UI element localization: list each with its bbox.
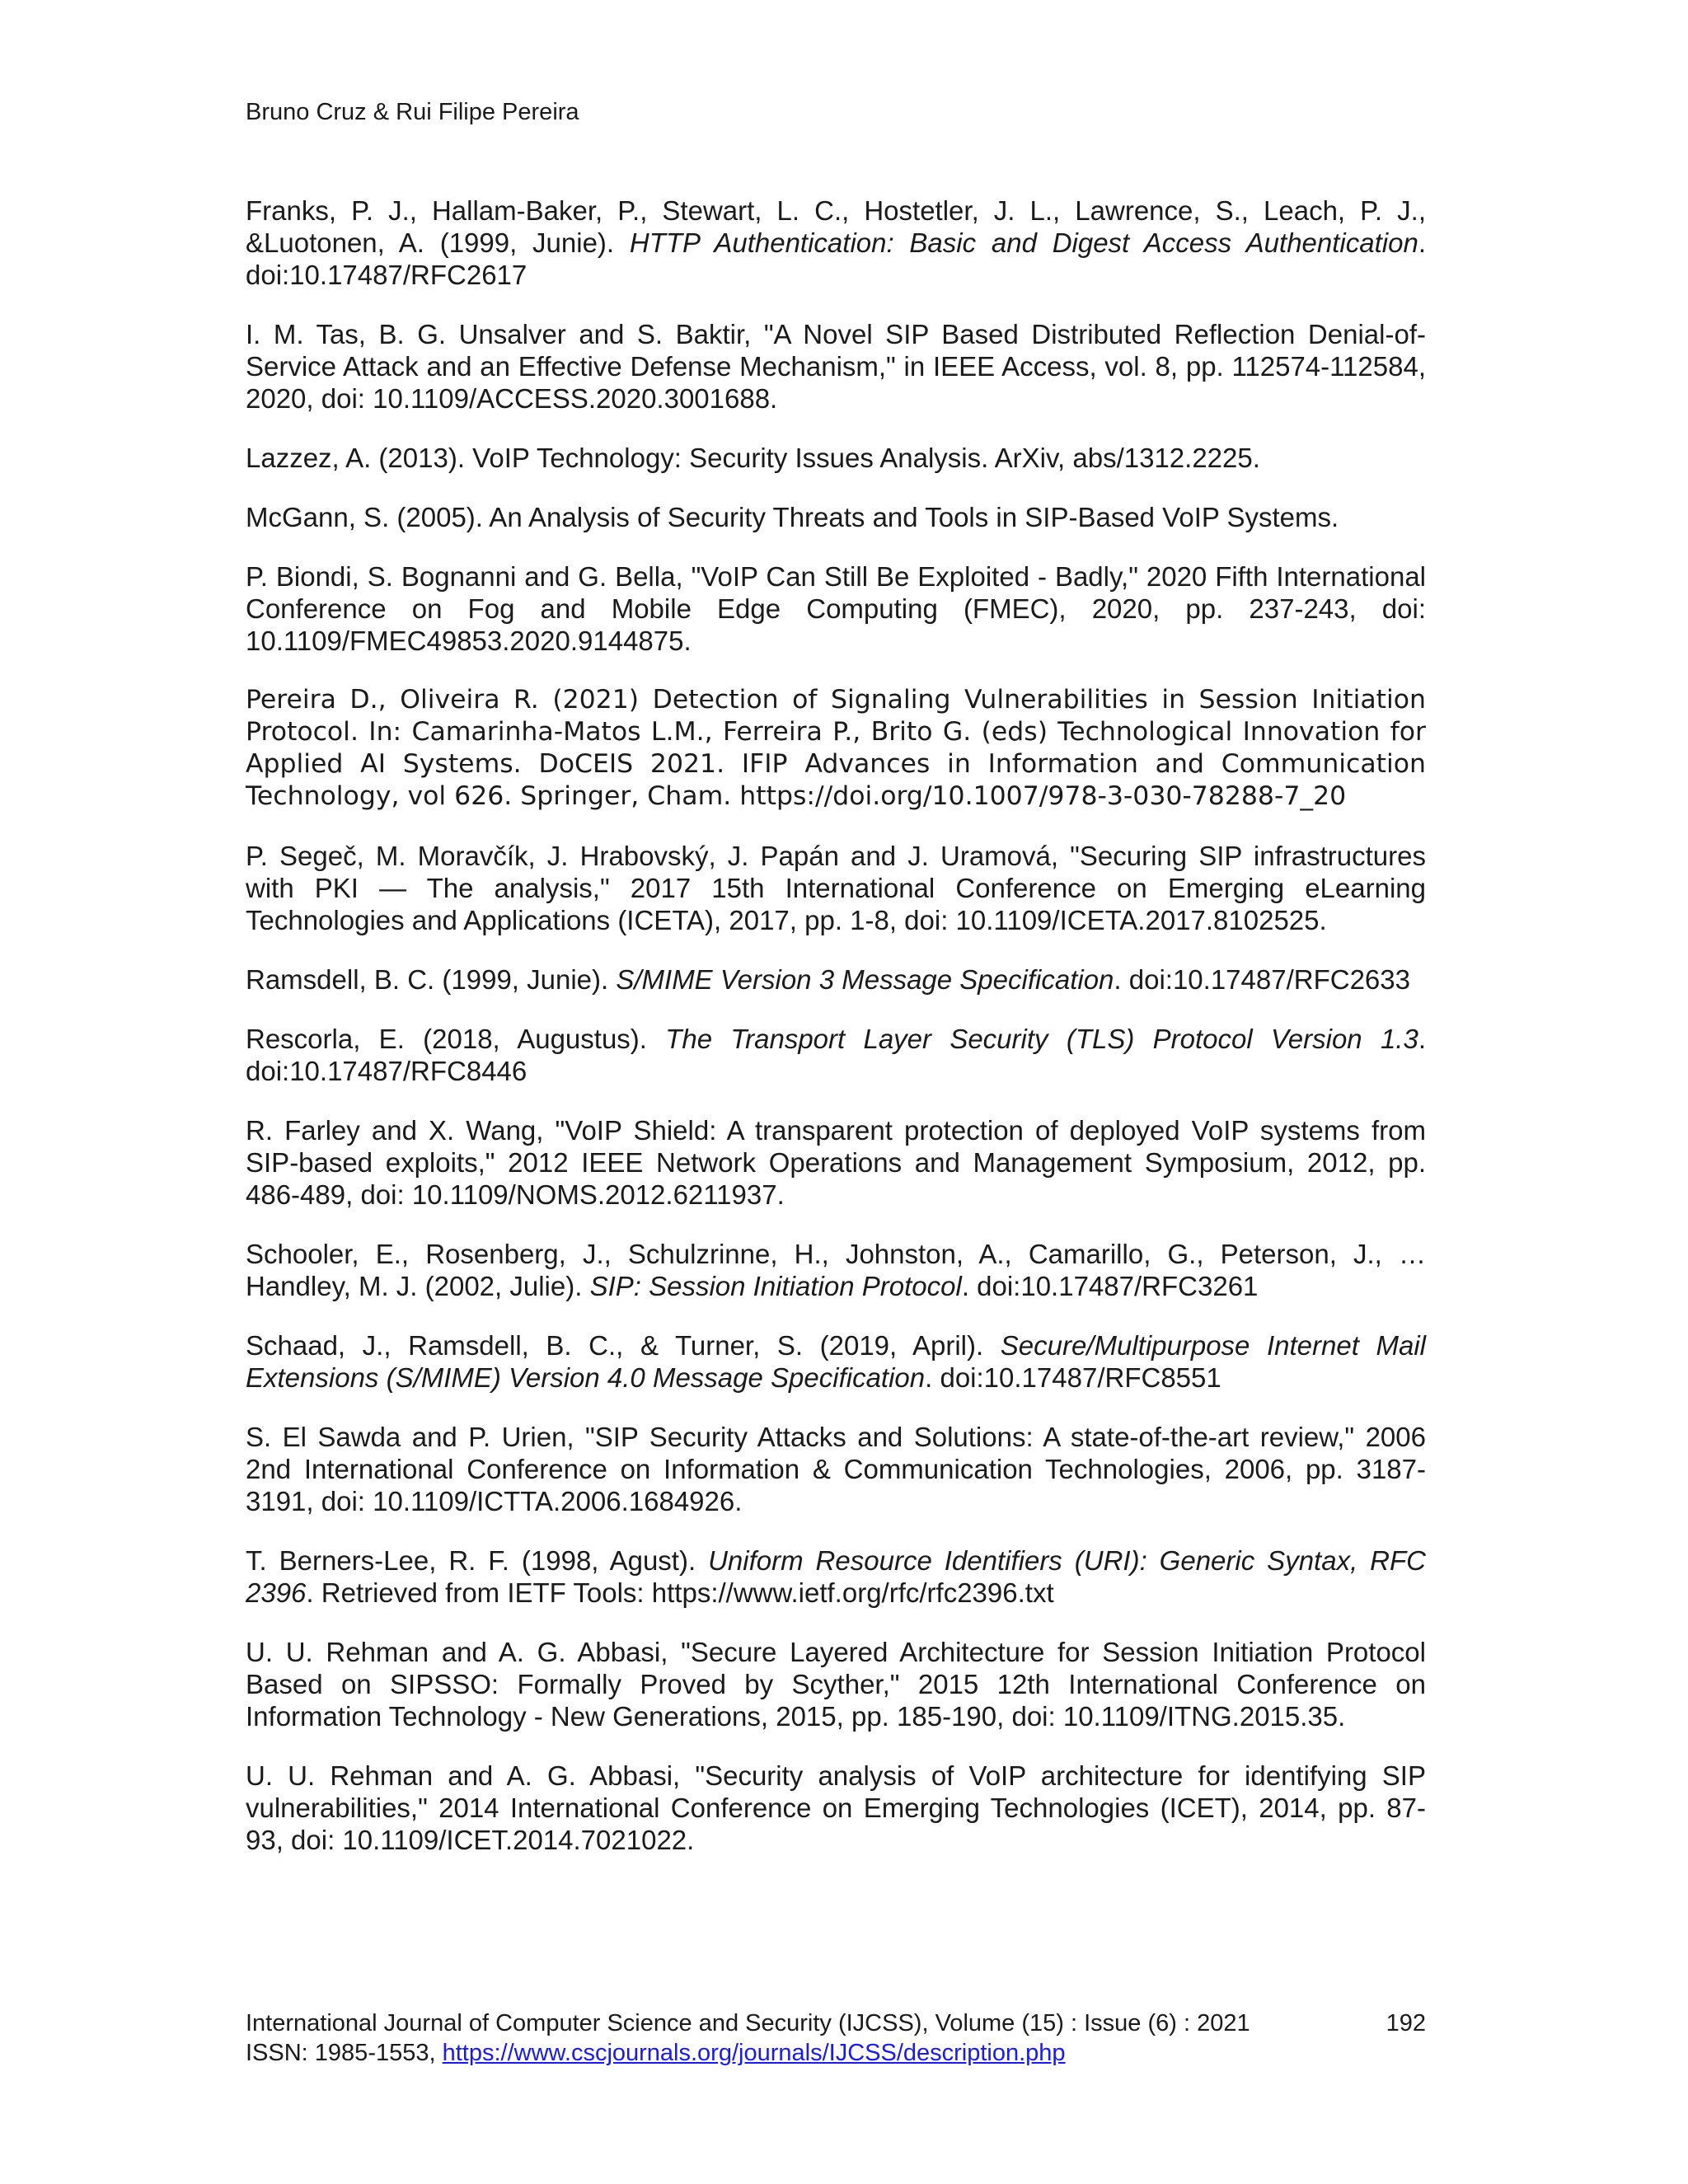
ref-title-italic: SIP: Session Initiation Protocol	[589, 1271, 962, 1301]
reference-item	[246, 1023, 1426, 1087]
ref-text: U. U. Rehman and A. G. Abbasi, "Secure Layered Architecture for Session Initiation Protocol Based on SIPSSO: Formally Proved by Scyther," 2015 12th International Conference on Information Technology - New Generations, 2015, pp. 185-190, doi: 10.1109/ITNG.2015.35.	[246, 1637, 1426, 1732]
ref-text-tail: . doi:10.17487/RFC3261	[961, 1271, 1259, 1301]
reference-item	[246, 1421, 1426, 1517]
reference-item	[246, 1636, 1426, 1732]
ref-title-italic: HTTP Authentication: Basic and Digest Access Authentication	[629, 227, 1418, 258]
page-footer	[246, 2008, 1426, 2068]
ref-text: S. El Sawda and P. Urien, "SIP Security Attacks and Solutions: A state-of-the-art review," 2006 2nd International Conference on Information & Communication Technologies, 2006, pp. 3187-3191, doi: 10.1109/ICTTA.2006.1684926.	[246, 1422, 1426, 1516]
ref-text: Ramsdell, B. C. (1999, Junie).	[246, 964, 617, 995]
ref-text-tail: . doi:10.17487/RFC8551	[925, 1362, 1221, 1393]
ref-text-tail: . doi:10.17487/RFC2617	[246, 227, 1426, 290]
ref-title-italic: The Transport Layer Security (TLS) Protocol Version 1.3	[665, 1024, 1418, 1054]
ref-text: P. Segeč, M. Moravčík, J. Hrabovský, J. Papán and J. Uramová, "Securing SIP infrastructures with PKI — The analysis," 2017 15th International Conference on Emerging eLearning Technologies and Applications (ICETA), 2017, pp. 1-8, doi: 10.1109/ICETA.2017.8102525.	[246, 841, 1426, 935]
ref-text: U. U. Rehman and A. G. Abbasi, "Security analysis of VoIP architecture for identifying SIP vulnerabilities," 2014 International Conference on Emerging Technologies (ICET), 2014, pp. 87-93, doi: 10.1109/ICET.2014.7021022.	[246, 1760, 1426, 1855]
reference-item	[246, 318, 1426, 415]
journal-citation: International Journal of Computer Science and Security (IJCSS), Volume (15) : Issue (6) : 2021	[246, 2010, 1250, 2036]
reference-item	[246, 1544, 1426, 1609]
reference-item	[246, 442, 1426, 474]
ref-text-tail: . doi:10.17487/RFC2633	[1114, 964, 1410, 995]
ref-text: Schaad, J., Ramsdell, B. C., & Turner, S. (2019, April).	[246, 1330, 1001, 1361]
ref-text: McGann, S. (2005). An Analysis of Security Threats and Tools in SIP-Based VoIP Systems.	[246, 502, 1339, 532]
ref-text: Lazzez, A. (2013). VoIP Technology: Security Issues Analysis. ArXiv, abs/1312.2225.	[246, 443, 1260, 473]
ref-text: T. Berners-Lee, R. F. (1998, Agust).	[246, 1545, 709, 1576]
footer-journal-row	[246, 2008, 1426, 2038]
ref-text: Franks, P. J., Hallam-Baker, P., Stewart, L. C., Hostetler, J. L., Lawrence, S., Leach, P. J., &Luotonen, A. (1999, Junie).	[246, 195, 1426, 258]
ref-text: R. Farley and X. Wang, "VoIP Shield: A transparent protection of deployed VoIP systems from SIP-based exploits," 2012 IEEE Network Operations and Management Symposium, 2012, pp. 486-489, doi: 10.1109/NOMS.2012.6211937.	[246, 1115, 1426, 1210]
ref-text: Rescorla, E. (2018, Augustus).	[246, 1024, 666, 1054]
ref-text: I. M. Tas, B. G. Unsalver and S. Baktir, "A Novel SIP Based Distributed Reflection Denial-of-Service Attack and an Effective Defense Mechanism," in IEEE Access, vol. 8, pp. 112574-112584, 2020, doi: 10.1109/ACCESS.2020.3001688.	[246, 319, 1426, 414]
ref-text: P. Biondi, S. Bognanni and G. Bella, "VoIP Can Still Be Exploited - Badly," 2020 Fifth International Conference on Fog and Mobile Edge Computing (FMEC), 2020, pp. 237-243, doi: 10.1109/FMEC49853.2020.9144875.	[246, 561, 1426, 656]
reference-item	[246, 840, 1426, 936]
reference-item	[246, 501, 1426, 533]
reference-item	[246, 1114, 1426, 1211]
ref-text-tail: . Retrieved from IETF Tools: https://www.ietf.org/rfc/rfc2396.txt	[306, 1577, 1054, 1608]
page-number: 192	[1386, 2010, 1426, 2036]
reference-item	[246, 1238, 1426, 1302]
reference-item	[246, 963, 1426, 996]
reference-item	[246, 1329, 1426, 1394]
ref-title-italic: S/MIME Version 3 Message Specification	[616, 964, 1114, 995]
footer-issn-row	[246, 2038, 1426, 2068]
issn-label: ISSN: 1985-1553,	[246, 2040, 443, 2066]
reference-list	[246, 194, 1426, 1883]
ref-text: Pereira D., Oliveira R. (2021) Detection of Signaling Vulnerabilities in Session Initiation Protocol. In: Camarinha-Matos L.M., Ferreira P., Brito G. (eds) Technological Innovation for Applied AI Systems. DoCEIS 2021. IFIP Advances in Information and Communication Technology, vol 626. Springer, Cham. https://doi.org/10.1007/978-3-030-78288-7_20	[246, 685, 1426, 811]
ref-text: Schooler, E., Rosenberg, J., Schulzrinne, H., Johnston, A., Camarillo, G., Peterson, J., … Handley, M. J. (2002, Julie).	[246, 1239, 1426, 1301]
ref-text-tail: . doi:10.17487/RFC8446	[246, 1024, 1426, 1086]
ref-title-italic: Uniform Resource Identifiers (URI): Generic Syntax, RFC 2396	[246, 1545, 1427, 1608]
reference-item	[246, 1760, 1426, 1856]
reference-item	[246, 684, 1426, 813]
ref-title-italic: Secure/Multipurpose Internet Mail Extensions (S/MIME) Version 4.0 Message Specification	[246, 1330, 1427, 1393]
reference-item	[246, 560, 1426, 657]
reference-item	[246, 194, 1426, 291]
journal-link[interactable]: https://www.cscjournals.org/journals/IJCSS/description.php	[442, 2040, 1066, 2066]
running-head: Bruno Cruz & Rui Filipe Pereira	[246, 99, 579, 125]
